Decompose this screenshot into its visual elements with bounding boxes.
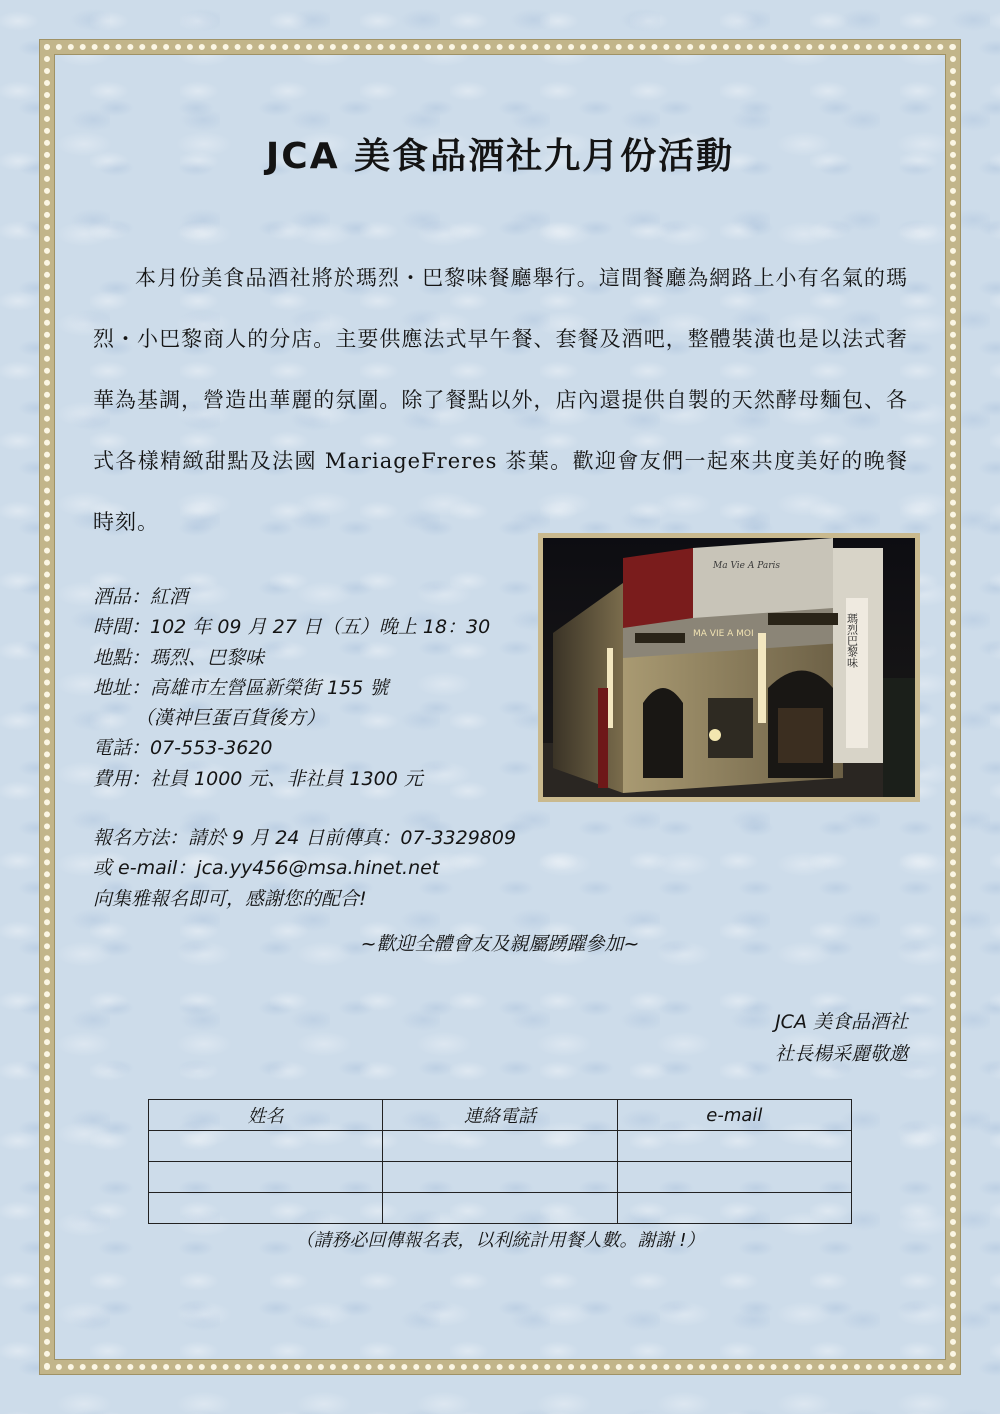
photo-sign-side: 瑪烈巴黎味: [845, 613, 859, 668]
detail-phone: 電話：07-553-3620: [93, 737, 273, 760]
header-phone: 連絡電話: [383, 1100, 617, 1131]
event-details: [93, 582, 533, 794]
table-row: [149, 1131, 852, 1162]
detail-fee: 費用：社員 1000 元、非社員 1300 元: [93, 767, 423, 790]
photo-sign-top: Ma Vie A Paris: [713, 561, 781, 571]
table-cell[interactable]: [383, 1131, 617, 1162]
detail-venue: 地點：瑪烈、巴黎味: [93, 646, 265, 669]
restaurant-photo: [538, 533, 920, 802]
table-cell[interactable]: [383, 1193, 617, 1224]
detail-address-note: （漢神巨蛋百貨後方）: [135, 707, 326, 730]
table-cell[interactable]: [383, 1162, 617, 1193]
table-cell[interactable]: [617, 1162, 851, 1193]
table-row: [149, 1162, 852, 1193]
signup-thanks: 向集雅報名即可，感謝您的配合!: [93, 887, 367, 910]
table-header-row: [149, 1100, 852, 1131]
page-title: JCA 美食品酒社九月份活動: [265, 136, 735, 177]
photo-sign-main: MA VIE A MOI: [693, 629, 754, 639]
table-cell[interactable]: [617, 1193, 851, 1224]
restaurant-photo-drawing: [543, 538, 915, 797]
intro-paragraph: 本月份美食品酒社將於瑪烈・巴黎味餐廳舉行。這間餐廳為網路上小有名氣的瑪烈・小巴黎商人的分店。主要供應法式早午餐、套餐及酒吧，整體裝潢也是以法式奢華為基調，營造出華麗的氛圍。除了餐點以外，店內還提供自製的天然酵母麵包、各式各樣精緻甜點及法國 MariageFreres 茶葉。歡迎會友們一起來共度美好的晚餐時刻。: [93, 266, 908, 534]
detail-address: 地址：高雄市左營區新榮街 155 號: [93, 676, 389, 699]
organizer-invite: 社長楊采麗敬邀: [774, 1043, 908, 1065]
table-cell[interactable]: [149, 1193, 383, 1224]
signup-info: [93, 823, 793, 914]
detail-wine: 酒品：紅酒: [93, 586, 189, 608]
welcome-line: ~歡迎全體會友及親屬踴躍參加~: [360, 933, 640, 955]
table-row: [149, 1193, 852, 1224]
organizer-signature: [775, 1006, 908, 1070]
detail-time: 時間：102 年 09 月 27 日（五）晚上 18：30: [93, 616, 491, 639]
table-cell[interactable]: [149, 1131, 383, 1162]
registration-table: [148, 1099, 852, 1224]
table-cell[interactable]: [617, 1131, 851, 1162]
organizer-club: JCA 美食品酒社: [775, 1011, 908, 1033]
signup-method: 報名方法：請於 9 月 24 日前傳真：07-3329809: [93, 827, 517, 849]
signup-email: 或 e-mail：jca.yy456@msa.hinet.net: [93, 857, 440, 880]
header-name: 姓名: [149, 1100, 383, 1131]
footnote: （請務必回傳報名表，以利統計用餐人數。謝謝 !）: [295, 1230, 705, 1251]
header-email: e-mail: [617, 1100, 851, 1131]
table-cell[interactable]: [149, 1162, 383, 1193]
